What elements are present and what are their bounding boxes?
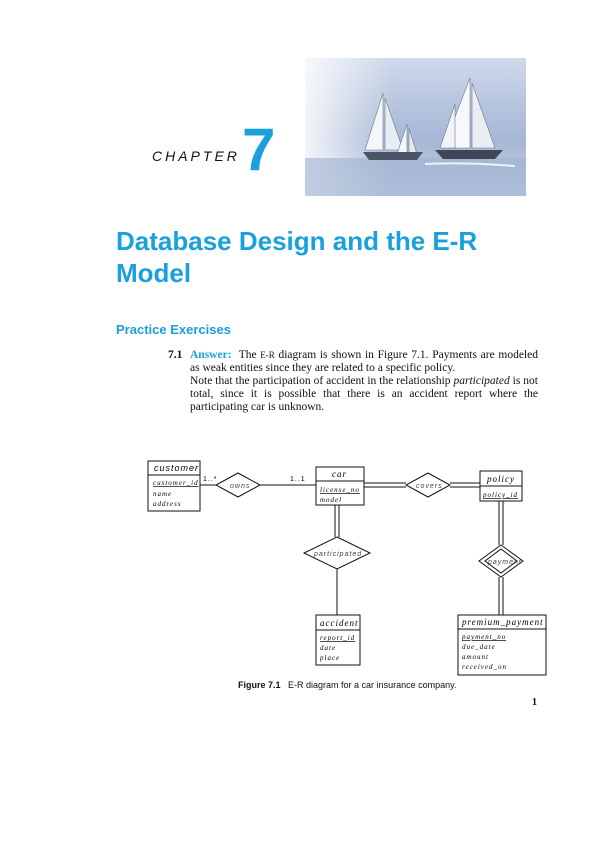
exercise-number: 7.1 bbox=[168, 349, 183, 361]
relationship-covers-label: covers bbox=[416, 483, 443, 490]
attr-report-id: report_id bbox=[320, 634, 356, 642]
attr-payment-no: payment_no bbox=[462, 633, 507, 641]
entity-policy-name: policy bbox=[487, 474, 515, 484]
figure-caption bbox=[238, 680, 456, 690]
attr-policy-id: policy_id bbox=[483, 491, 519, 499]
attr-customer-id: customer_id bbox=[153, 479, 199, 487]
chapter-title: Database Design and the E-R Model bbox=[116, 226, 478, 288]
figure-label: Figure 7.1 bbox=[238, 680, 281, 690]
attr-place: place bbox=[320, 654, 341, 662]
answer-label: Answer: bbox=[190, 349, 232, 361]
chapter-number: 7 bbox=[242, 116, 276, 183]
relationship-payment-label: payment bbox=[488, 559, 522, 566]
entity-accident-name: accident bbox=[320, 618, 359, 628]
attr-customer-name: name bbox=[153, 490, 173, 498]
entity-customer-name: customer bbox=[154, 463, 200, 473]
exercise-body bbox=[190, 349, 538, 414]
attr-due-date: due_date bbox=[462, 643, 496, 651]
attr-date: date bbox=[320, 644, 337, 652]
chapter-photo bbox=[305, 58, 526, 196]
figure-caption-text: E-R diagram for a car insurance company. bbox=[288, 680, 457, 690]
exercise-7-1 bbox=[168, 349, 538, 414]
er-diagram bbox=[140, 455, 560, 680]
entity-premium-payment-name: premium_payment bbox=[462, 617, 544, 627]
attr-customer-address: address bbox=[153, 500, 182, 508]
section-heading: Practice Exercises bbox=[116, 322, 231, 337]
relationship-participated-label: participated bbox=[314, 551, 363, 558]
exercise-paragraph-2: Note that the participation of accident in the relationship participated is not total, since it is possible that there is an accident report where the participating car is unknown. bbox=[190, 375, 538, 413]
page-number: 1 bbox=[532, 697, 537, 708]
attr-amount: amount bbox=[462, 653, 489, 661]
attr-received-on: received_on bbox=[462, 663, 507, 671]
attr-license-no: license_no bbox=[320, 486, 360, 494]
exercise-paragraph-1: Answer: The E-R diagram is shown in Figure 7.1. Payments are modeled as weak entities since they are related to a specific policy. bbox=[190, 349, 538, 374]
entity-car-name: car bbox=[332, 469, 347, 479]
cardinality-customer: 1..* bbox=[203, 476, 218, 483]
attr-model: model bbox=[320, 496, 343, 504]
cardinality-car: 1..1 bbox=[290, 476, 306, 483]
chapter-label: CHAPTER bbox=[152, 148, 240, 164]
relationship-owns-label: owns bbox=[230, 483, 251, 490]
